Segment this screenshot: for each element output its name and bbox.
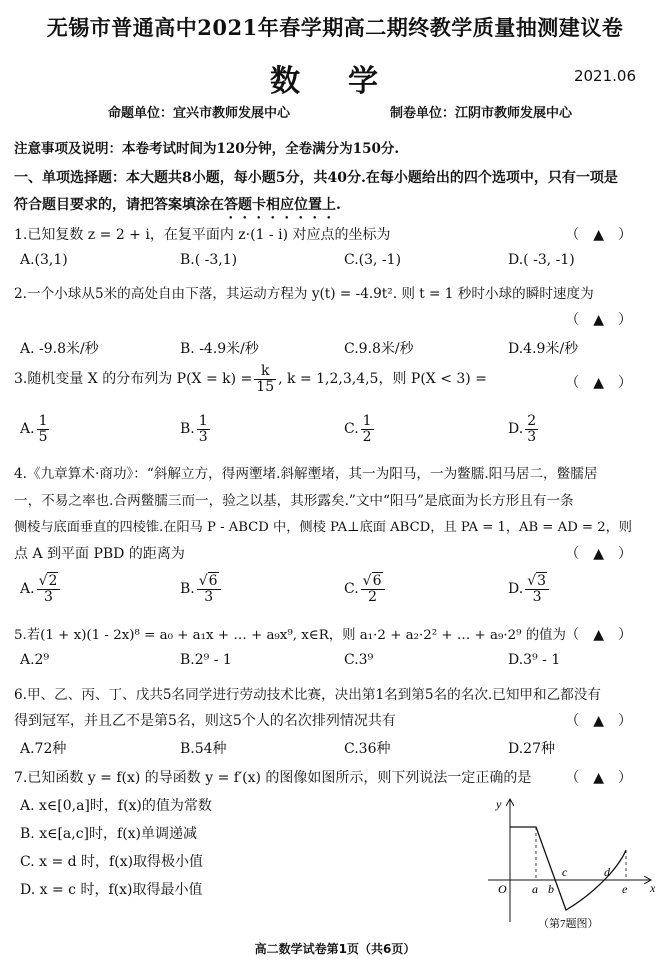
q1-option-d: D.( -3, -1) bbox=[508, 252, 575, 268]
q3-d-d: 3 bbox=[527, 428, 537, 445]
q3-fraction bbox=[254, 364, 276, 394]
q3-answer-mark: （ ▲ ） bbox=[565, 375, 632, 391]
q6-line2: 得到冠军，并且乙不是第5名，则这5个人的名次排列情况共有 bbox=[14, 713, 396, 729]
notice: 注意事项及说明：本卷考试时间为120分钟，全卷满分为150分. bbox=[14, 141, 400, 157]
q3-stem bbox=[14, 364, 487, 394]
q1-option-b: B.( -3,1) bbox=[180, 252, 238, 268]
section1-line2 bbox=[14, 194, 341, 222]
q4-line2: 一，不易之率也.合两鳖臑三而一，验之以基，其形露矣.”文中“阳马”是底面为长方形且有一条 bbox=[14, 493, 574, 509]
q5-option-b: B.2⁹ - 1 bbox=[180, 652, 232, 668]
q4-option-d: D. $\frac{√3}{3}$ bbox=[508, 574, 551, 604]
q7-answer-mark: （ ▲ ） bbox=[565, 770, 632, 786]
section1-line2-b: . bbox=[336, 197, 341, 213]
q4-a-label: A. bbox=[20, 581, 35, 598]
q1-answer-mark: （ ▲ ） bbox=[565, 227, 632, 243]
fig-c-label: c bbox=[562, 865, 568, 879]
q3-stem-a: 3.随机变量 X 的分布列为 P(X = k) = bbox=[14, 371, 253, 388]
q1-stem: 1.已知复数 z = 2 + i，在复平面内 z·(1 - i) 对应点的坐标为 bbox=[14, 227, 391, 243]
q3-option-c bbox=[344, 414, 376, 444]
q5-answer-mark: （ ▲ ） bbox=[565, 627, 632, 643]
q3-a-n: 1 bbox=[38, 413, 48, 429]
q6-option-b: B.54种 bbox=[180, 741, 227, 757]
q3-frac-n: k bbox=[254, 364, 276, 380]
q2-answer-mark: （ ▲ ） bbox=[565, 312, 632, 328]
q3-option-b bbox=[180, 414, 212, 444]
q6-line1: 6.甲、乙、丙、丁、戊共5名同学进行劳动技术比赛，决出第1名到第5名的名次.已知甲和乙都没有 bbox=[14, 687, 601, 703]
q3-c-n: 1 bbox=[362, 413, 372, 429]
fig-a-label: a bbox=[532, 882, 538, 896]
unit-right: 制卷单位：江阴市教师发展中心 bbox=[390, 106, 573, 121]
q5-option-c: C.3⁹ bbox=[344, 652, 374, 668]
q1-option-c: C.(3, -1) bbox=[344, 252, 402, 268]
q4-c-radicand: 6 bbox=[372, 573, 382, 589]
fig-caption: （第7题图） bbox=[538, 918, 599, 930]
fig-d-label: d bbox=[604, 865, 610, 879]
q3-stem-b: , k = 1,2,3,4,5，则 P(X < 3) = bbox=[278, 371, 487, 388]
q3-option-d bbox=[508, 414, 540, 444]
q5-stem: 5.若(1 + x)(1 - 2x)⁸ = a₀ + a₁x + … + a₉x⁹, x∈R，则 a₁·2 + a₂·2² + … + a₉·2⁹ 的值为 bbox=[14, 628, 566, 643]
section1-line2-a: 符合题目要求的，请把答案填涂在 bbox=[14, 197, 224, 213]
q4-option-c: C. $\frac{√6}{2}$ bbox=[344, 574, 387, 604]
q4-b-d: 3 bbox=[204, 588, 214, 605]
q4-line4: 点 A 到平面 PBD 的距离为 bbox=[14, 546, 185, 562]
section1-line2-dots: 答题卡相应位置上 bbox=[224, 197, 336, 213]
q3-frac-d: 15 bbox=[256, 378, 275, 395]
q5-option-d: D.3⁹ - 1 bbox=[508, 652, 561, 668]
fig-e-label: e bbox=[622, 882, 628, 896]
q3-c-d: 2 bbox=[362, 428, 372, 445]
q3-a-label: A. bbox=[20, 421, 35, 438]
fig-y-label: y bbox=[496, 797, 502, 811]
q4-answer-mark: （ ▲ ） bbox=[565, 546, 632, 562]
q4-b-radicand: 6 bbox=[208, 573, 218, 589]
q2-option-d: D.4.9米/秒 bbox=[508, 341, 579, 357]
q6-option-c: C.36种 bbox=[344, 741, 391, 757]
q6-option-a: A.72种 bbox=[20, 741, 67, 757]
q4-d-d: 3 bbox=[532, 588, 542, 605]
q7-option-c: C. x = d 时，f(x)取得极小值 bbox=[20, 854, 204, 870]
q4-c-label: C. bbox=[344, 581, 359, 598]
q3-c-label: C. bbox=[344, 421, 359, 438]
q7-option-d: D. x = c 时，f(x)取得最小值 bbox=[20, 882, 203, 898]
q7-derivative-graph bbox=[480, 792, 660, 932]
q2-option-b: B. -4.9米/秒 bbox=[180, 341, 259, 357]
q3-a-d: 5 bbox=[38, 428, 48, 445]
q2-stem: 2.一个小球从5米的高处自由下落，其运动方程为 y(t) = -4.9t². 则 t = 1 秒时小球的瞬时速度为 bbox=[14, 286, 594, 302]
q4-b-label: B. bbox=[180, 581, 195, 598]
q3-d-n: 2 bbox=[527, 413, 537, 429]
exam-title: 无锡市普通高中2021年春学期高二期终教学质量抽测建议卷 bbox=[46, 15, 624, 40]
q4-d-radicand: 3 bbox=[537, 573, 547, 589]
q6-option-d: D.27种 bbox=[508, 741, 555, 757]
q3-d-label: D. bbox=[508, 421, 524, 438]
exam-date: 2021.06 bbox=[573, 67, 636, 85]
q3-b-label: B. bbox=[180, 421, 195, 438]
q4-a-d: 3 bbox=[44, 588, 53, 605]
q4-d-label: D. bbox=[508, 581, 524, 598]
q3-option-a bbox=[20, 414, 51, 444]
q4-line1: 4.《九章算术·商功》：“斜解立方，得两壍堵.斜解壍堵，其一为阳马，一为鳖臑.阳马居二，鳖臑居 bbox=[14, 466, 598, 482]
fig-b-label: b bbox=[548, 882, 554, 896]
q4-line3: 侧棱与底面垂直的四棱锥.在阳马 P - ABCD 中，侧棱 PA⊥底面 ABCD，且 PA = 1，AB = AD = 2，则 bbox=[14, 520, 632, 535]
q1-option-a: A.(3,1) bbox=[20, 252, 68, 268]
q2-option-c: C.9.8米/秒 bbox=[344, 341, 414, 357]
q7-option-b: B. x∈[a,c]时，f(x)单调递减 bbox=[20, 826, 198, 842]
fig-x-label: x bbox=[650, 881, 656, 895]
q4-c-d: 2 bbox=[368, 588, 378, 605]
q3-b-d: 3 bbox=[198, 428, 208, 445]
q5-option-a: A.2⁹ bbox=[20, 652, 50, 668]
subject-title: 数学 bbox=[270, 64, 426, 99]
q2-option-a: A. -9.8米/秒 bbox=[20, 341, 99, 357]
q4-option-a: A. $\frac{√2}{3}$ bbox=[20, 574, 62, 604]
fig-origin-label: O bbox=[498, 882, 507, 896]
q3-b-n: 1 bbox=[198, 413, 208, 429]
q7-stem: 7.已知函数 y = f(x) 的导函数 y = f′(x) 的图像如图所示，则下列说法一定正确的是 bbox=[14, 770, 532, 786]
q4-option-b: B. $\frac{√6}{3}$ bbox=[180, 574, 223, 604]
q7-option-a: A. x∈[0,a]时，f(x)的值为常数 bbox=[20, 798, 212, 814]
section1-line1: 一、单项选择题：本大题共8小题，每小题5分，共40分.在每小题给出的四个选项中，只有一项是 bbox=[14, 170, 618, 186]
q4-a-radicand: 2 bbox=[48, 573, 58, 589]
q6-answer-mark: （ ▲ ） bbox=[565, 713, 632, 729]
unit-left: 命题单位：宜兴市教师发展中心 bbox=[108, 106, 291, 121]
page-footer: 高二数学试卷第1页（共6页） bbox=[254, 942, 416, 956]
